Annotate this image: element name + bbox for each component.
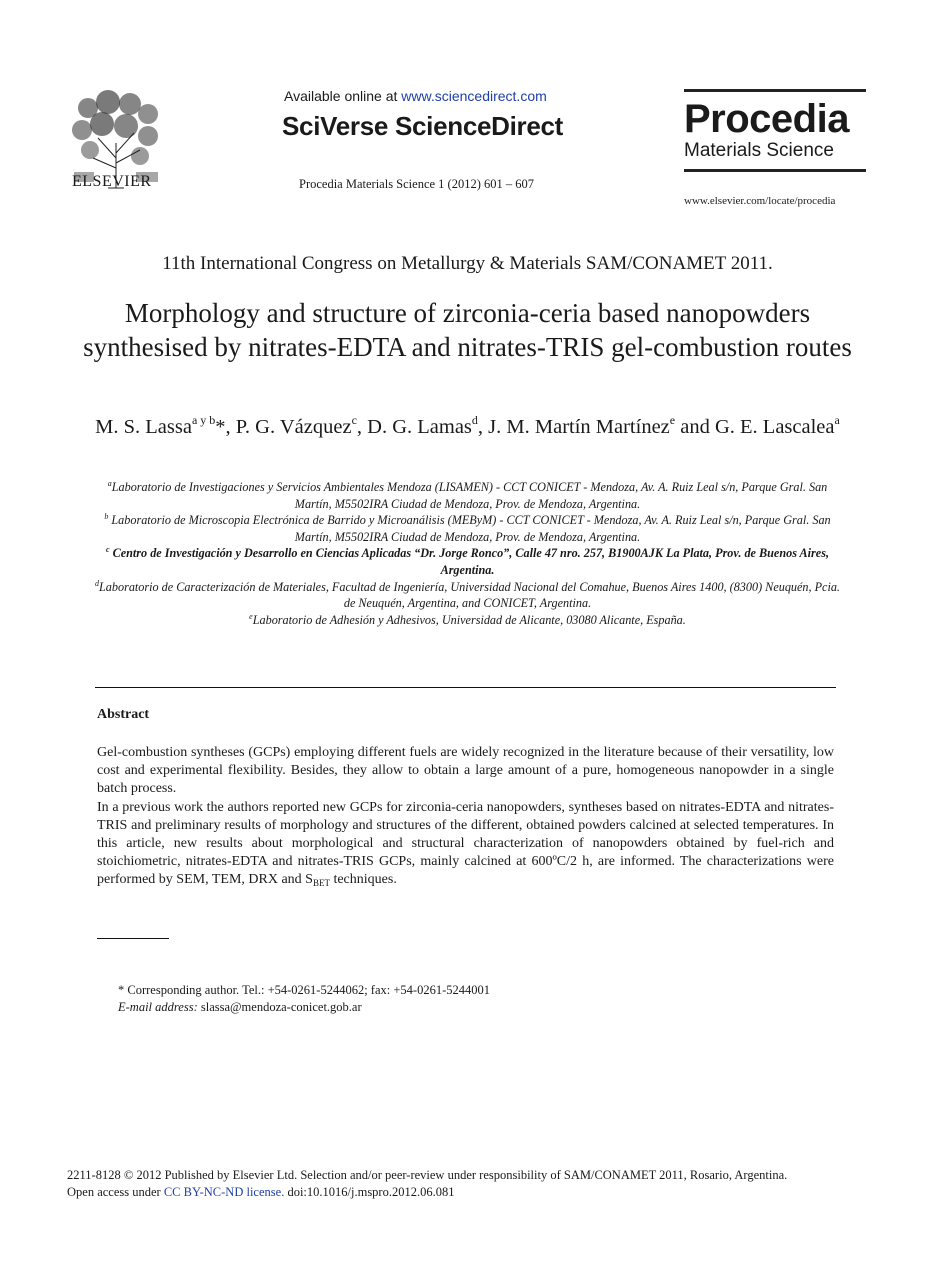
affiliation-sup: c — [106, 545, 110, 555]
author-name: M. S. Lassa — [95, 416, 192, 438]
author-affil-sup: a — [834, 413, 840, 427]
author-sep: *, — [215, 416, 236, 438]
affiliation-sup: e — [249, 611, 253, 621]
procedia-bottom-bar — [684, 169, 866, 172]
author-sep: and — [675, 416, 715, 438]
footnote-divider — [97, 938, 169, 939]
available-prefix: Available online at — [284, 88, 402, 104]
affiliation-text: Laboratorio de Adhesión y Adhesivos, Universidad de Alicante, 03080 Alicante, España. — [252, 612, 686, 627]
sciencedirect-link[interactable]: www.sciencedirect.com — [401, 88, 547, 104]
abstract-paragraph: Gel-combustion syntheses (GCPs) employing different fuels are widely recognized in the literature because of their versatility, low cost and experimental flexibility. Besides, they allow to obtain a large amount of a pure, homogeneous nanopowder in a single batch process. — [97, 745, 834, 797]
copyright-block — [67, 1167, 787, 1201]
author-sep: , — [356, 416, 368, 438]
license-line — [67, 1184, 787, 1201]
affiliation-e — [95, 612, 840, 629]
procedia-logo — [684, 89, 866, 172]
author-name: D. G. Lamas — [367, 416, 472, 438]
corresponding-footnote — [118, 982, 490, 1016]
procedia-title: Procedia — [684, 97, 849, 141]
email-line — [118, 999, 490, 1016]
congress-name: 11th International Congress on Metallurgy & Materials SAM/CONAMET 2011. — [162, 253, 773, 274]
journal-url: www.elsevier.com/locate/procedia — [684, 195, 836, 207]
available-online-line — [284, 88, 547, 104]
journal-citation: Procedia Materials Science 1 (2012) 601 – 607 — [299, 177, 535, 191]
affiliation-sup: d — [95, 578, 100, 588]
affiliation-sup: a — [107, 479, 112, 488]
affiliation-d — [95, 579, 840, 612]
author-affil-sup: a y b — [191, 413, 216, 427]
abstract-subscript: BET — [312, 878, 330, 889]
abstract-body — [97, 744, 834, 890]
abstract-paragraph — [97, 799, 834, 890]
affiliation-text: Laboratorio de Microscopia Electrónica de Barrido y Microanálisis (MEByM) - CCT CONICET - Mendoza, Av. A. Ruiz Leal s/n, Parque Gral. San Martín, M5502IRA Ciudad de Mendoza, Prov. de Mendoza, Argentina. — [108, 513, 831, 544]
affiliations — [95, 479, 840, 628]
sciverse-logo: SciVerse ScienceDirect — [282, 111, 564, 141]
copyright-line: 2211-8128 © 2012 Published by Elsevier Ltd. Selection and/or peer-review under responsibility of SAM/CONAMET 2011, Rosario, Argentina. — [67, 1168, 788, 1182]
paper-title: Morphology and structure of zirconia-ceria based nanopowders synthesised by nitrates-EDTA and nitrates-TRIS gel-combustion routes — [83, 298, 852, 362]
author-list — [90, 414, 845, 441]
affiliation-text: Laboratorio de Investigaciones y Servicios Ambientales Mendoza (LISAMEN) - CCT CONICET - Mendoza, Av. A. Ruiz Leal s/n, Parque Gral. San Martín, M5502IRA Ciudad de Mendoza, Prov. de Mendoza, Argentina. — [111, 480, 828, 511]
affiliation-sup: b — [104, 512, 109, 522]
author-name: P. G. Vázquez — [235, 416, 352, 438]
affiliation-b — [95, 512, 840, 545]
author-name: J. M. Martín Martínez — [488, 416, 670, 438]
procedia-subtitle: Materials Science — [684, 140, 834, 161]
abstract-text: In a previous work the authors reported new GCPs for zirconia-ceria nanopowders, syntheses based on nitrates-EDTA and nitrates-TRIS and preliminary results of morphology and structures of the different, obtained powders calcined at selected temperatures. In this article, new results about morphological and structural characterization of nanopowders obtained by fuel-rich and stoichiometric, nitrates-EDTA and nitrates-TRIS GCPs, mainly calcined at 600ºC/2 h, are informed. The characterizations were performed by SEM, TEM, DRX and S — [97, 799, 834, 888]
abstract-heading: Abstract — [97, 707, 150, 722]
affiliation-text: Centro de Investigación y Desarrollo en Ciencias Aplicadas “Dr. Jorge Ronco”, Calle 47 nro. 257, B1900AJK La Plata, Prov. de Buenos Aires, Argentina. — [109, 546, 829, 577]
procedia-top-bar — [684, 89, 866, 92]
email-address: slassa@mendoza-conicet.gob.ar — [197, 1000, 362, 1014]
section-divider — [95, 687, 836, 688]
doi-text: doi:10.1016/j.mspro.2012.06.081 — [284, 1185, 455, 1199]
elsevier-wordmark: ELSEVIER — [72, 173, 152, 190]
affiliation-c — [95, 545, 840, 578]
author-affil-sup: c — [351, 413, 357, 427]
author-affil-sup: d — [471, 413, 478, 427]
affiliation-text: Laboratorio de Caracterización de Materiales, Facultad de Ingeniería, Universidad Nacional del Comahue, Buenos Aires 1400, (8300) Neuquén, Pcia. de Neuquén, Argentina, and CONICET, Argentina. — [99, 579, 840, 611]
corresponding-author-line: * Corresponding author. Tel.: +54-0261-5244062; fax: +54-0261-5244001 — [118, 983, 490, 997]
email-label: E-mail address: — [118, 1000, 198, 1014]
author-name: G. E. Lascalea — [714, 416, 835, 438]
affiliation-a — [95, 479, 840, 512]
license-link[interactable]: CC BY-NC-ND license. — [163, 1185, 285, 1199]
access-prefix: Open access under — [67, 1185, 164, 1199]
author-sep: , — [477, 416, 489, 438]
abstract-text: techniques. — [329, 872, 397, 888]
author-affil-sup: e — [669, 413, 676, 427]
